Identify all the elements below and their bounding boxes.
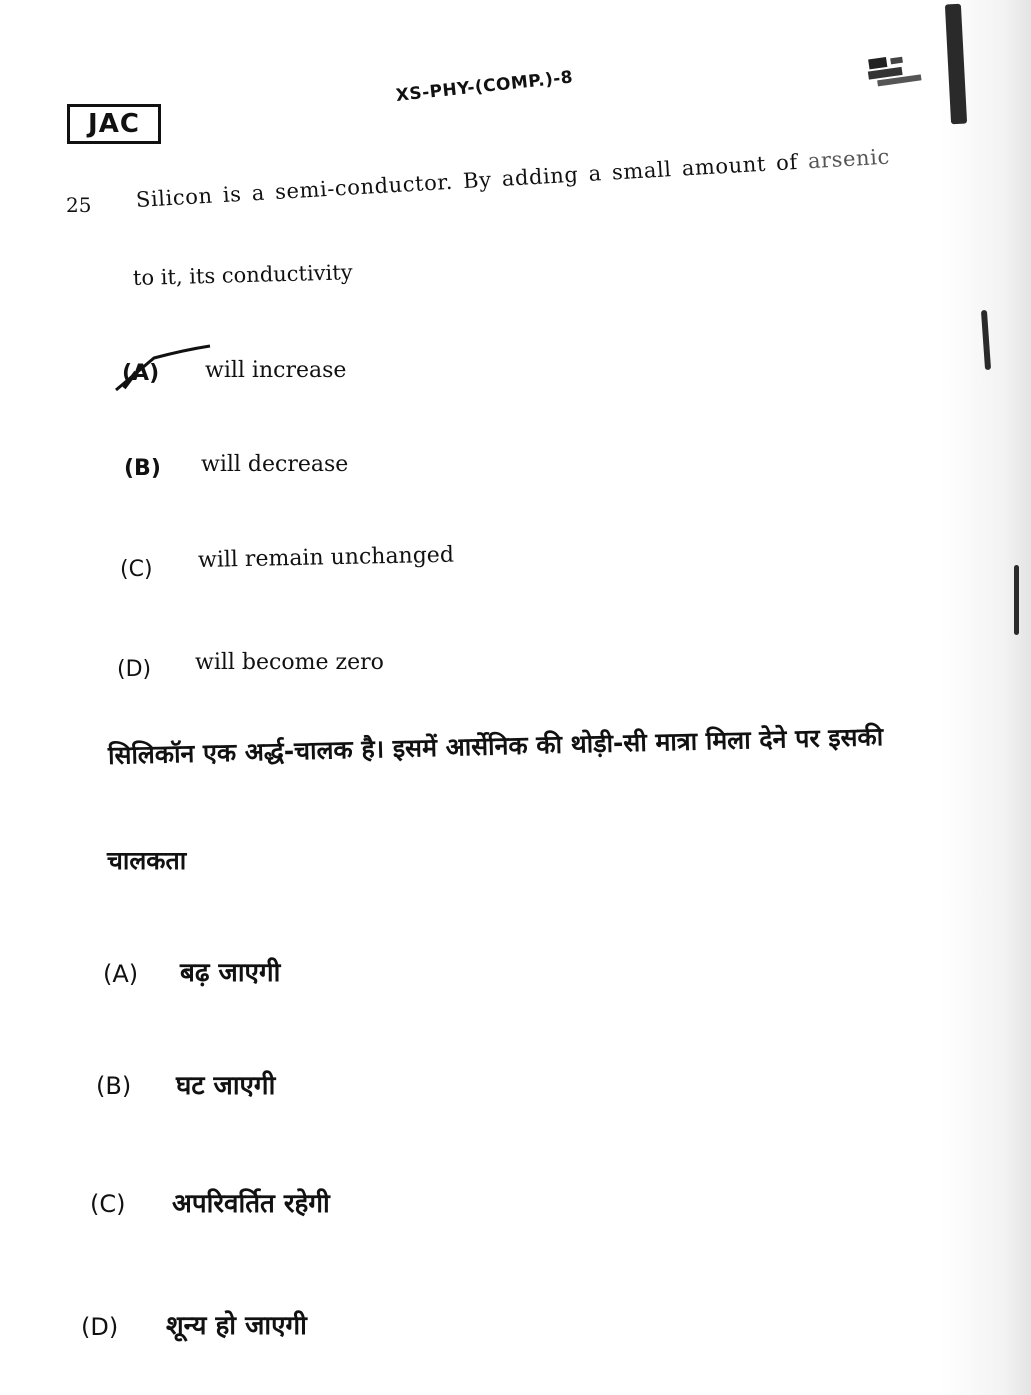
question-stem-hindi-line1: सिलिकॉन एक अर्द्ध-चालक है। इसमें आर्सेनिक की थोड़ी-सी मात्रा मिला देने पर इसकी <box>107 722 884 770</box>
option-text-c: will remain unchanged <box>197 542 455 573</box>
question-stem-english-line1 <box>135 145 890 212</box>
question-stem-hindi-line2: चालकता <box>107 846 187 875</box>
hindi-option-text-a: बढ़ जाएगी <box>180 958 281 988</box>
question-number: 25 <box>66 193 92 217</box>
hindi-option-text-d: शून्य हो जाएगी <box>166 1311 307 1341</box>
stem-text-faint: arsenic <box>807 144 891 174</box>
hindi-option-label-a: (A) <box>103 960 139 988</box>
option-label-d: (D) <box>117 657 152 682</box>
option-text-a: will increase <box>205 358 347 383</box>
hindi-option-text-b: घट जाएगी <box>176 1071 276 1101</box>
corner-stamp-icon <box>862 48 927 94</box>
option-label-b: (B) <box>124 456 161 481</box>
hindi-option-label-b: (B) <box>96 1072 132 1100</box>
option-label-a: (A) <box>122 361 160 386</box>
board-label: JAC <box>67 104 161 144</box>
option-label-c: (C) <box>120 557 153 582</box>
hindi-option-label-c: (C) <box>90 1190 126 1218</box>
option-text-b: will decrease <box>201 452 349 477</box>
hindi-option-text-c: अपरिवर्तित रहेगी <box>172 1189 330 1219</box>
paper-code: XS-PHY-(COMP.)-8 <box>394 67 575 106</box>
stem-text: Silicon is a semi-conductor. By adding a small amount of <box>135 149 799 212</box>
page-edge-shadow <box>941 0 1031 1395</box>
hindi-option-label-d: (D) <box>81 1313 119 1341</box>
question-stem-english-line2: to it, its conductivity <box>132 260 353 290</box>
option-text-d: will become zero <box>195 650 384 675</box>
page-edge-mark <box>1014 565 1019 635</box>
